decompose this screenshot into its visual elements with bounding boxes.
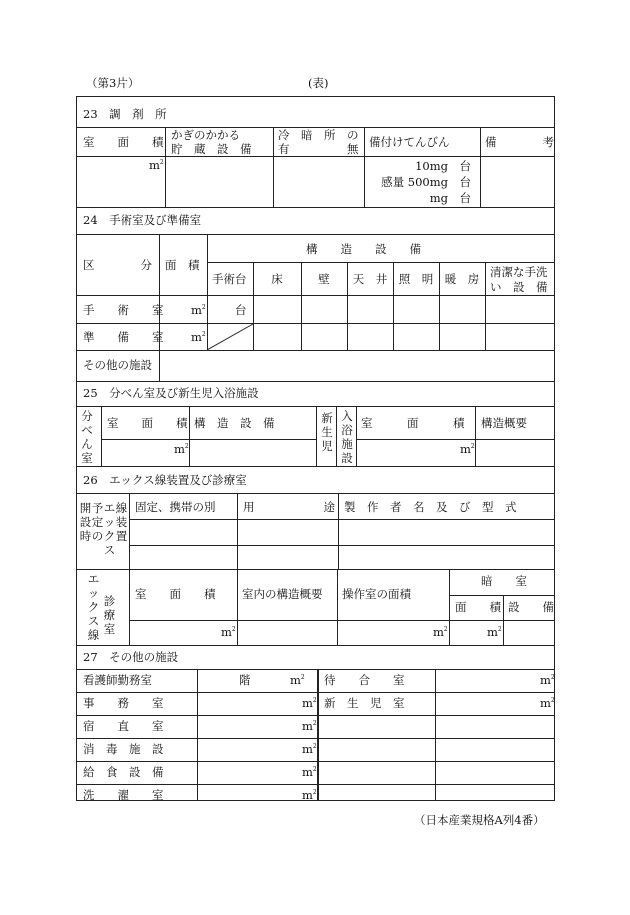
- s26-device-label-col: エ ッ ク ス: [103, 501, 116, 557]
- s26-fixed-portable-header: 固定、携帯の別: [135, 500, 216, 514]
- rule: [77, 207, 554, 208]
- s24-row-other: その他の施設: [83, 358, 152, 372]
- s25-area-unit: $m^2$: [174, 442, 189, 456]
- rule: [480, 127, 481, 207]
- rule: [393, 262, 394, 350]
- rule: [197, 669, 198, 800]
- s25-structure-header: 構 造 設 備: [194, 416, 275, 430]
- s24-surgery-area-unit: $m^2$: [191, 303, 206, 317]
- front-side-label: (表): [308, 76, 329, 90]
- rule: [101, 406, 102, 466]
- s26-darkroom-equip-header: 設 備: [508, 600, 554, 614]
- s23-area-unit: $m^2$: [149, 158, 164, 172]
- s24-prep-area-unit: $m^2$: [191, 330, 206, 344]
- rule: [129, 519, 554, 520]
- rule: [129, 493, 130, 645]
- rule: [449, 595, 554, 596]
- rule: [77, 761, 554, 762]
- rule: [77, 784, 554, 785]
- s24-sub-handwash-2: い 設 備: [490, 280, 548, 294]
- rule: [449, 569, 450, 645]
- rule: [77, 493, 554, 494]
- jis-paper-size-note: （日本産業規格A列4番）: [414, 813, 545, 827]
- rule: [77, 738, 554, 739]
- s23-cool-dark-header-1: 冷 暗 所 の: [278, 128, 359, 142]
- section-27-title: 27 その他の施設: [83, 650, 179, 664]
- s26-area-unit: $m^2$: [221, 625, 236, 639]
- s27-unit: $m^2$: [302, 788, 317, 802]
- s23-balance-header: 備付けてんびん: [369, 135, 450, 149]
- rule: [356, 439, 554, 440]
- rule: [77, 323, 554, 324]
- s27-row-label: 事 務 室: [83, 696, 164, 710]
- s26-darkroom-area-unit: $m^2$: [487, 625, 502, 639]
- s26-device-label-col: 線 装 置: [115, 501, 128, 543]
- rule: [77, 350, 554, 351]
- s24-sub-ceiling: 天 井: [352, 272, 388, 286]
- s27-row-label: 宿 直 室: [83, 719, 164, 733]
- s26-area-header: 室 面 積: [135, 587, 216, 601]
- rule: [77, 569, 554, 570]
- s24-kubun-header: 区 分: [83, 258, 152, 272]
- rule: [439, 262, 440, 350]
- s25-delivery-room-label: 分 べ ん 室: [81, 409, 93, 465]
- s26-room-label-col: エ ッ ク ス 線: [87, 572, 100, 642]
- s26-maker-model-header: 製 作 者 名 及 び 型 式: [344, 500, 517, 514]
- rule: [77, 295, 554, 296]
- s27-unit: $m^2$: [302, 696, 317, 710]
- s26-operation-room-area-header: 操作室の面積: [342, 587, 411, 601]
- facility-form: [76, 96, 555, 801]
- rule: [338, 493, 339, 569]
- rule: [435, 669, 436, 800]
- rule: [347, 262, 348, 350]
- s27-row-label: 洗 濯 室: [83, 788, 164, 802]
- rule: [337, 569, 338, 645]
- section-23-title: 23 調 剤 所: [83, 107, 167, 121]
- rule: [356, 406, 357, 466]
- rule: [77, 715, 554, 716]
- rule: [101, 439, 316, 440]
- rule: [77, 234, 554, 235]
- s24-sub-operating-table: 手術台: [212, 272, 247, 286]
- s23-locked-storage-header-2: 貯 蔵 設 備: [171, 142, 252, 156]
- rule: [503, 595, 504, 645]
- s26-device-label-col: 予 定 の: [91, 501, 104, 543]
- rule: [77, 669, 554, 670]
- rule: [364, 127, 365, 207]
- section-26-title: 26 エックス線装置及び診療室: [83, 473, 247, 487]
- s26-darkroom-header: 暗 室: [481, 574, 527, 588]
- s23-notes-header: 備 考: [485, 135, 554, 149]
- section-24-title: 24 手術室及び準備室: [83, 213, 202, 227]
- rule: [129, 545, 554, 546]
- s24-table-count-unit: 台: [235, 303, 247, 317]
- rule: [475, 406, 476, 466]
- s27-floor-label: 階: [239, 673, 251, 687]
- section-25-title: 25 分べん室及び新生児入浴施設: [83, 386, 259, 400]
- s24-structure-header: 構 造 設 備: [306, 242, 421, 256]
- rule: [237, 493, 238, 645]
- s24-sub-heating: 暖 房: [444, 272, 480, 286]
- rule: [77, 156, 554, 157]
- s26-darkroom-area-header: 面 積: [455, 600, 501, 614]
- rule: [301, 262, 302, 350]
- rule: [336, 406, 337, 466]
- rule: [317, 669, 319, 800]
- page-number-label: （第3片）: [86, 76, 140, 90]
- rule: [189, 406, 190, 466]
- rule: [77, 645, 554, 646]
- rule: [77, 692, 554, 693]
- s25-bath-area-header: 室 面 積: [361, 416, 465, 430]
- rule: [129, 620, 554, 621]
- s23-cool-dark-header-2: 有 無: [278, 142, 359, 156]
- s27-unit: $m^2$: [302, 742, 317, 756]
- s27-unit: $m^2$: [302, 765, 317, 779]
- s26-use-header: 用 途: [243, 500, 335, 514]
- s23-area-header: 室 面 積: [83, 135, 164, 149]
- s23-locked-storage-header-1: かぎのかかる: [171, 128, 240, 142]
- s24-sub-lighting: 照 明: [398, 272, 434, 286]
- s24-sub-handwash-1: 清潔な手洗: [490, 265, 548, 279]
- s25-newborn-label-b: 入 浴 施 設: [341, 409, 353, 465]
- s25-bath-area-unit: $m^2$: [460, 442, 475, 456]
- rule: [165, 127, 166, 207]
- s27-unit: $m^2$: [290, 673, 305, 687]
- s24-sub-floor: 床: [271, 272, 283, 286]
- rule: [77, 381, 554, 382]
- s24-row-prep: 準 備 室: [83, 330, 164, 344]
- s23-balance-line: mg 台: [429, 191, 471, 205]
- rule: [273, 127, 274, 207]
- rule: [485, 262, 486, 350]
- s26-device-label-col: 開 設 時: [79, 501, 92, 543]
- s26-interior-structure-header: 室内の構造概要: [242, 587, 323, 601]
- s25-newborn-label-a: 新 生 児: [321, 411, 333, 453]
- s27-right-unit: $m^2$: [540, 696, 555, 710]
- s24-area-header: 面 積: [165, 258, 200, 272]
- s27-row-label: 看護師勤務室: [83, 673, 152, 687]
- s27-row-label: 消 毒 施 設: [83, 742, 164, 756]
- rule: [207, 262, 554, 263]
- s23-balance-line: 感量 500mg 台: [381, 175, 471, 189]
- s23-balance-line: 10mg 台: [415, 159, 471, 173]
- s27-right-row-label: 新 生 児 室: [324, 696, 405, 710]
- s25-area-header: 室 面 積: [107, 416, 188, 430]
- prep-table-na-slash: [207, 323, 254, 351]
- s24-row-surgery: 手 術 室: [83, 303, 164, 317]
- s25-bath-structure-header: 構造概要: [481, 416, 527, 430]
- rule: [316, 406, 317, 466]
- s27-right-unit: $m^2$: [540, 673, 555, 687]
- rule: [77, 466, 554, 467]
- s27-row-label: 給 食 設 備: [83, 765, 164, 779]
- s27-unit: $m^2$: [302, 719, 317, 733]
- s26-room-label-col: 診 療 室: [103, 594, 116, 636]
- s27-right-row-label: 待 合 室: [324, 673, 405, 687]
- s26-op-area-unit: $m^2$: [433, 625, 448, 639]
- s24-sub-wall: 壁: [318, 272, 330, 286]
